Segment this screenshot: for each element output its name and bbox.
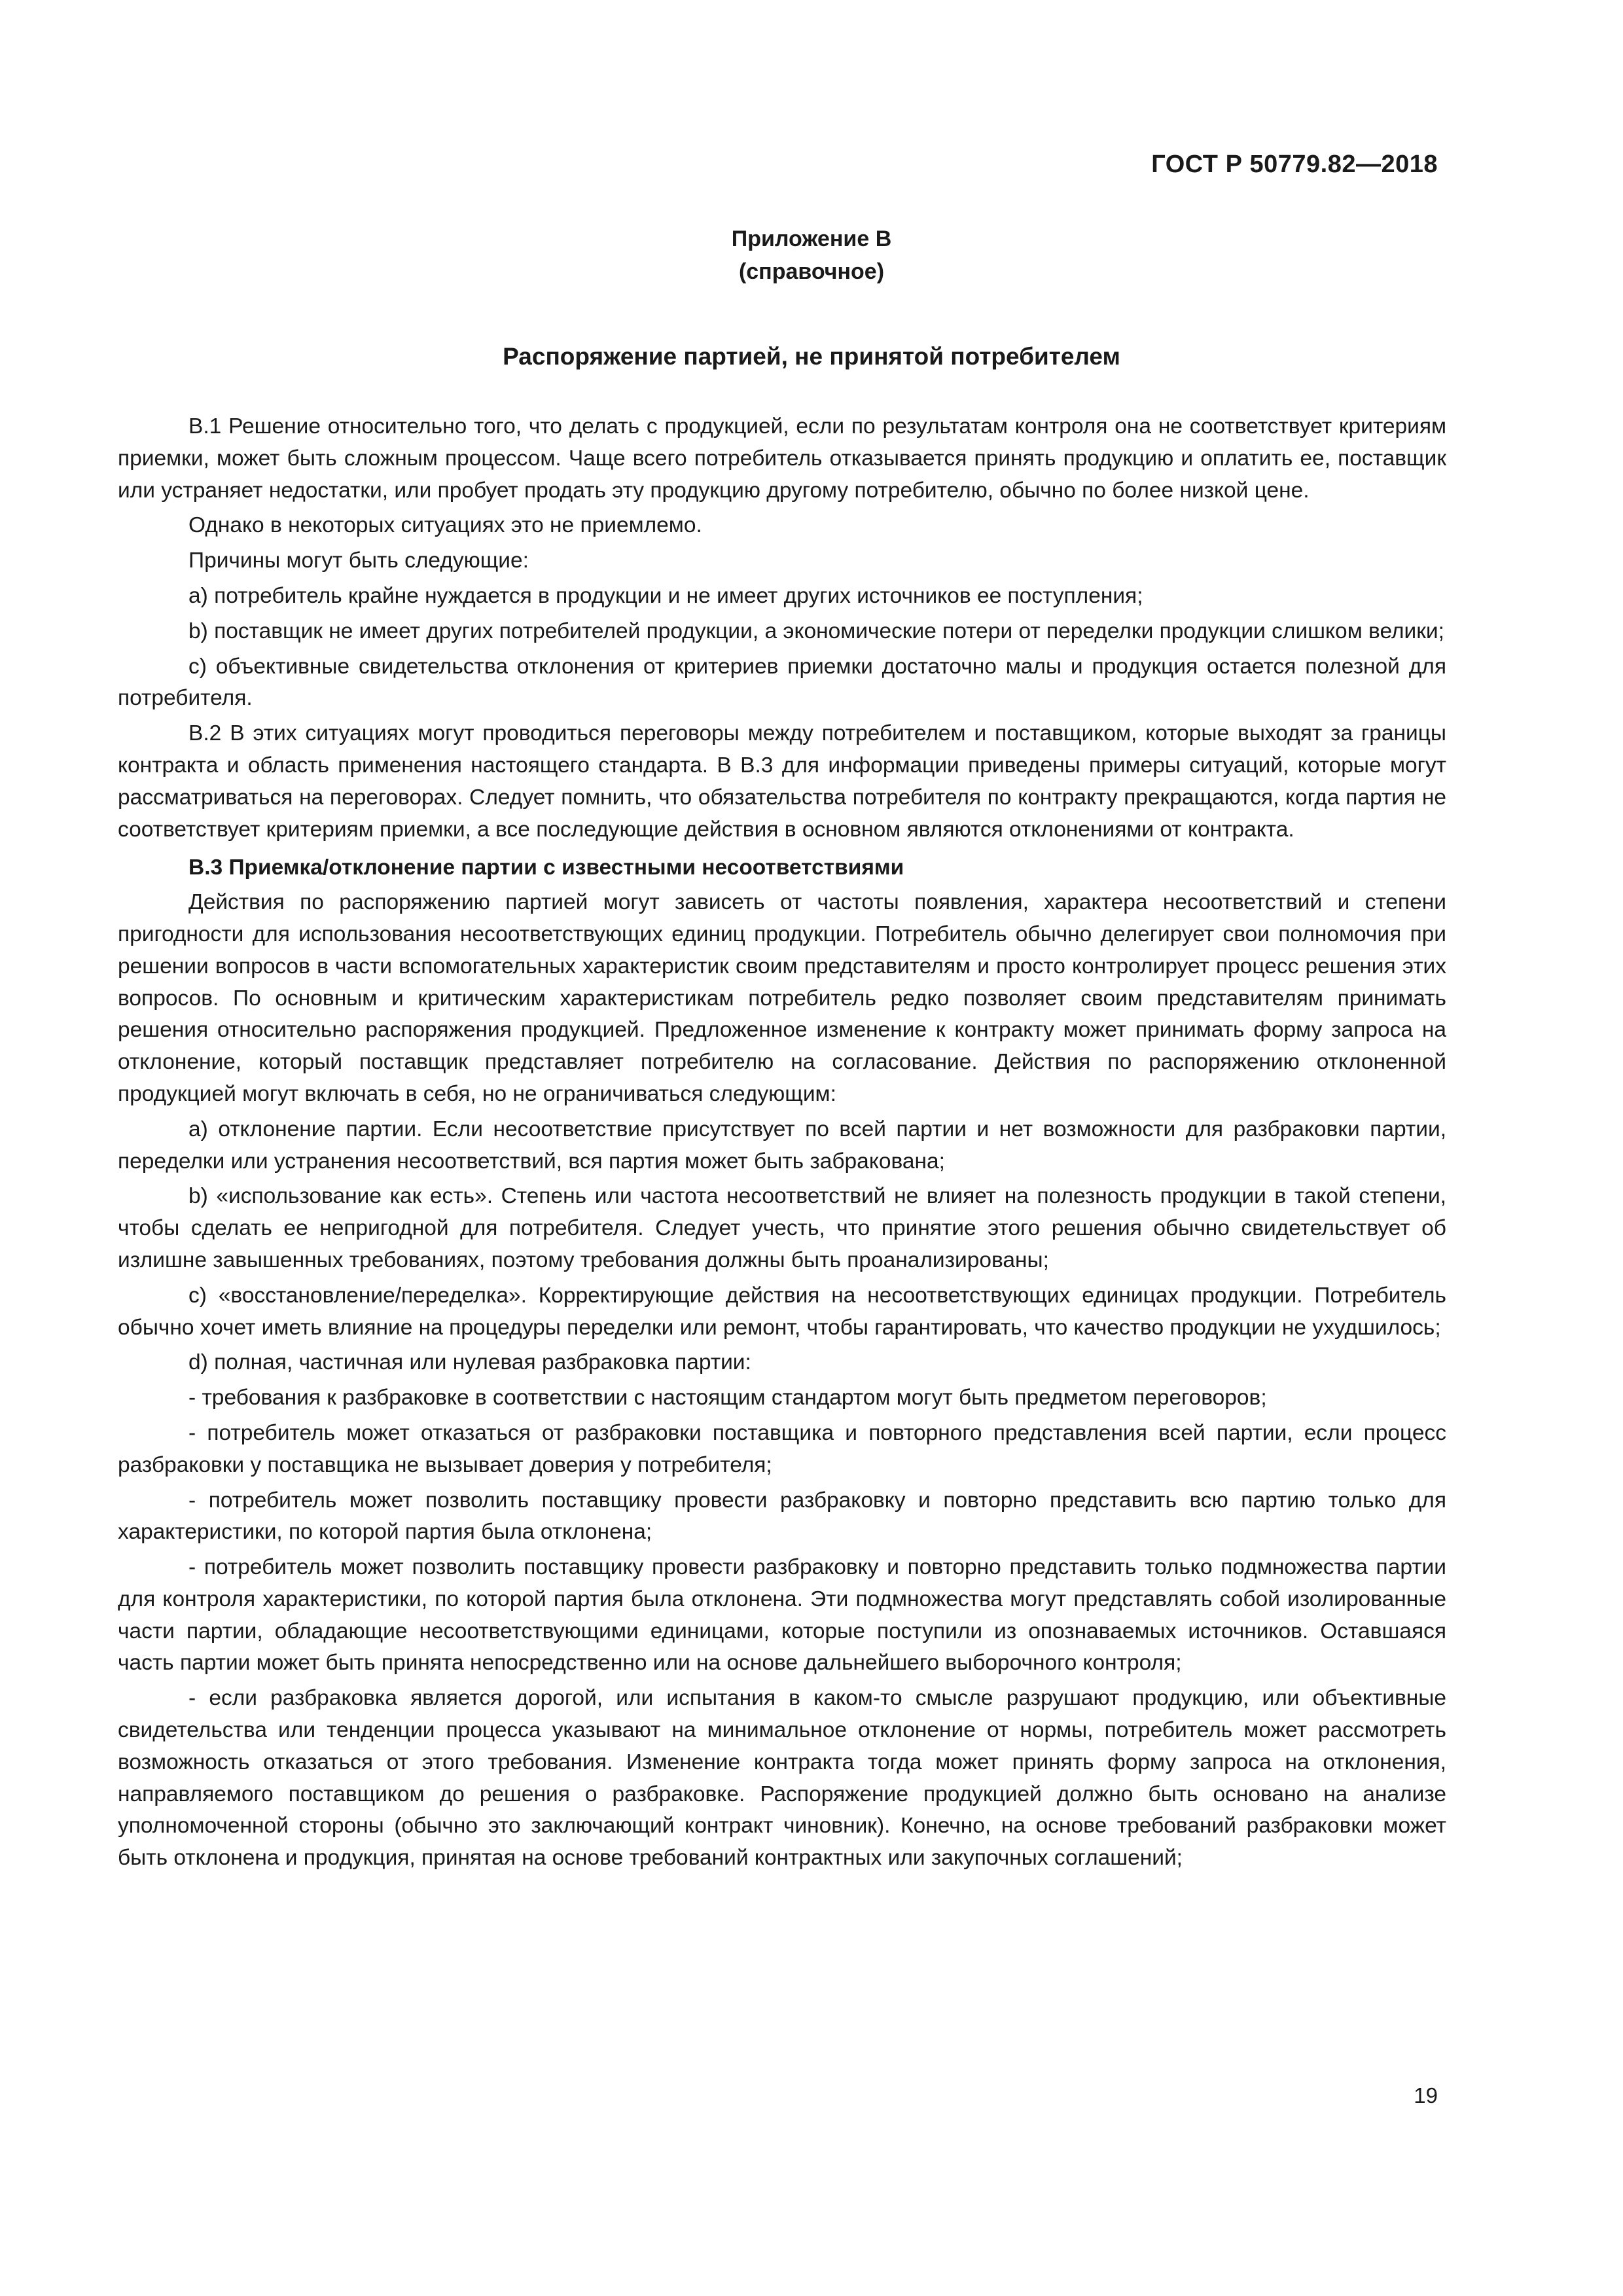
- dash-item: - потребитель может позволить поставщику провести разбраковку и повторно представить только подмножества партии для контроля характеристики, по которой партия была отклонена. Эти подмножества могут представлять собой изолированные части партии, обладающие несоответствующими единицами, которые поступили из опознаваемых источников. Оставшаяся часть партии может быть принята непосредственно или на основе дальнейшего выборочного контроля;: [118, 1555, 1446, 1676]
- dash-item: - требования к разбраковке в соответствии с настоящим стандартом могут быть предметом переговоров;: [188, 1386, 1267, 1410]
- paragraph-b1: В.1 Решение относительно того, что делать с продукцией, если по результатам контроля она не соответствует критериям приемки, может быть сложным процессом. Чаще всего потребитель отказывается принять продукцию и оплатить ее, поставщик или устраняет недостатки, или пробует продать эту продукцию другому потребителю, обычно по более низкой цене.: [118, 414, 1446, 503]
- list-item-b: b) «использование как есть». Степень или частота несоответствий не влияет на полезность продукции в такой степени, чтобы сделать ее непригодной для потребителя. Следует учесть, что принятие этого решения обычно свидетельствует об излишне завышенных требованиях, поэтому требования должны быть проанализированы;: [118, 1184, 1446, 1272]
- appendix-heading: [0, 223, 1623, 288]
- list-item-a: a) потребитель крайне нуждается в продукции и не имеет других источников ее поступления;: [188, 583, 1143, 608]
- dash-item: - если разбраковка является дорогой, или испытания в каком-то смысле разрушают продукцию, или объективные свидетельства или тенденции процесса указывают на минимальное отклонение от нормы, потребитель может рассмотреть возможность отказаться от этого требования. Изменение контракта тогда может принять форму запроса на отклонения, направляемого поставщиком до решения о разбраковке. Распоряжение продукцией должно быть основано на анализе уполномоченной стороны (обычно это заключающий контракт чиновник). Конечно, на основе требований разбраковки может быть отклонена и продукция, принятая на основе требований контрактных или закупочных соглашений;: [118, 1686, 1446, 1871]
- document-code: ГОСТ Р 50779.82—2018: [1151, 151, 1438, 178]
- document-body: [118, 411, 1446, 1878]
- page-number: 19: [1414, 2083, 1438, 2108]
- section-heading-b3: В.3 Приемка/отклонение партии с известными несоответствиями: [188, 855, 904, 880]
- paragraph: Причины могут быть следующие:: [188, 548, 529, 573]
- list-item-c: c) «восстановление/переделка». Корректирующие действия на несоответствующих единицах продукции. Потребитель обычно хочет иметь влияние на процедуры переделки или ремонт, чтобы гарантировать, что качество продукции не ухудшилось;: [118, 1283, 1446, 1340]
- appendix-title: Распоряжение партией, не принятой потребителем: [503, 343, 1120, 370]
- dash-item: - потребитель может отказаться от разбраковки поставщика и повторного представления всей партии, если процесс разбраковки у поставщика не вызывает доверия у потребителя;: [118, 1420, 1446, 1477]
- paragraph: Действия по распоряжению партией могут зависеть от частоты появления, характера несоответствий и степени пригодности для использования несоответствующих единиц продукции. Потребитель обычно делегирует свои полномочия при решении вопросов в части вспомогательных характеристик своим представителям и просто контролирует процесс решения этих вопросов. По основным и критическим характеристикам потребитель редко позволяет своим представителям принимать решения относительно распоряжения продукцией. Предложенное изменение к контракту может принимать форму запроса на отклонение, который поставщик представляет потребителю на согласование. Действия по распоряжению отклоненной продукцией могут включать в себя, но не ограничиваться следующим:: [118, 890, 1446, 1106]
- dash-item: - потребитель может позволить поставщику провести разбраковку и повторно представить всю партию только для характеристики, по которой партия была отклонена;: [118, 1488, 1446, 1545]
- list-item-a: a) отклонение партии. Если несоответствие присутствует по всей партии и нет возможности для разбраковки партии, переделки или устранения несоответствий, вся партия может быть забракована;: [118, 1117, 1446, 1174]
- list-item-d: d) полная, частичная или нулевая разбраковка партии:: [188, 1350, 751, 1375]
- list-item-c: c) объективные свидетельства отклонения от критериев приемки достаточно малы и продукция остается полезной для потребителя.: [118, 654, 1446, 711]
- appendix-type: (справочное): [738, 259, 885, 284]
- appendix-label: Приложение В: [731, 226, 892, 251]
- list-item-b: b) поставщик не имеет других потребителей продукции, а экономические потери от переделки продукции слишком велики;: [188, 619, 1444, 643]
- paragraph: Однако в некоторых ситуациях это не приемлемо.: [188, 513, 702, 538]
- paragraph-b2: В.2 В этих ситуациях могут проводиться переговоры между потребителем и поставщиком, которые выходят за границы контракта и область применения настоящего стандарта. В В.3 для информации приведены примеры ситуаций, которые могут рассматриваться на переговорах. Следует помнить, что обязательства потребителя по контракту прекращаются, когда партия не соответствует критериям приемки, а все последующие действия в основном являются отклонениями от контракта.: [118, 721, 1446, 842]
